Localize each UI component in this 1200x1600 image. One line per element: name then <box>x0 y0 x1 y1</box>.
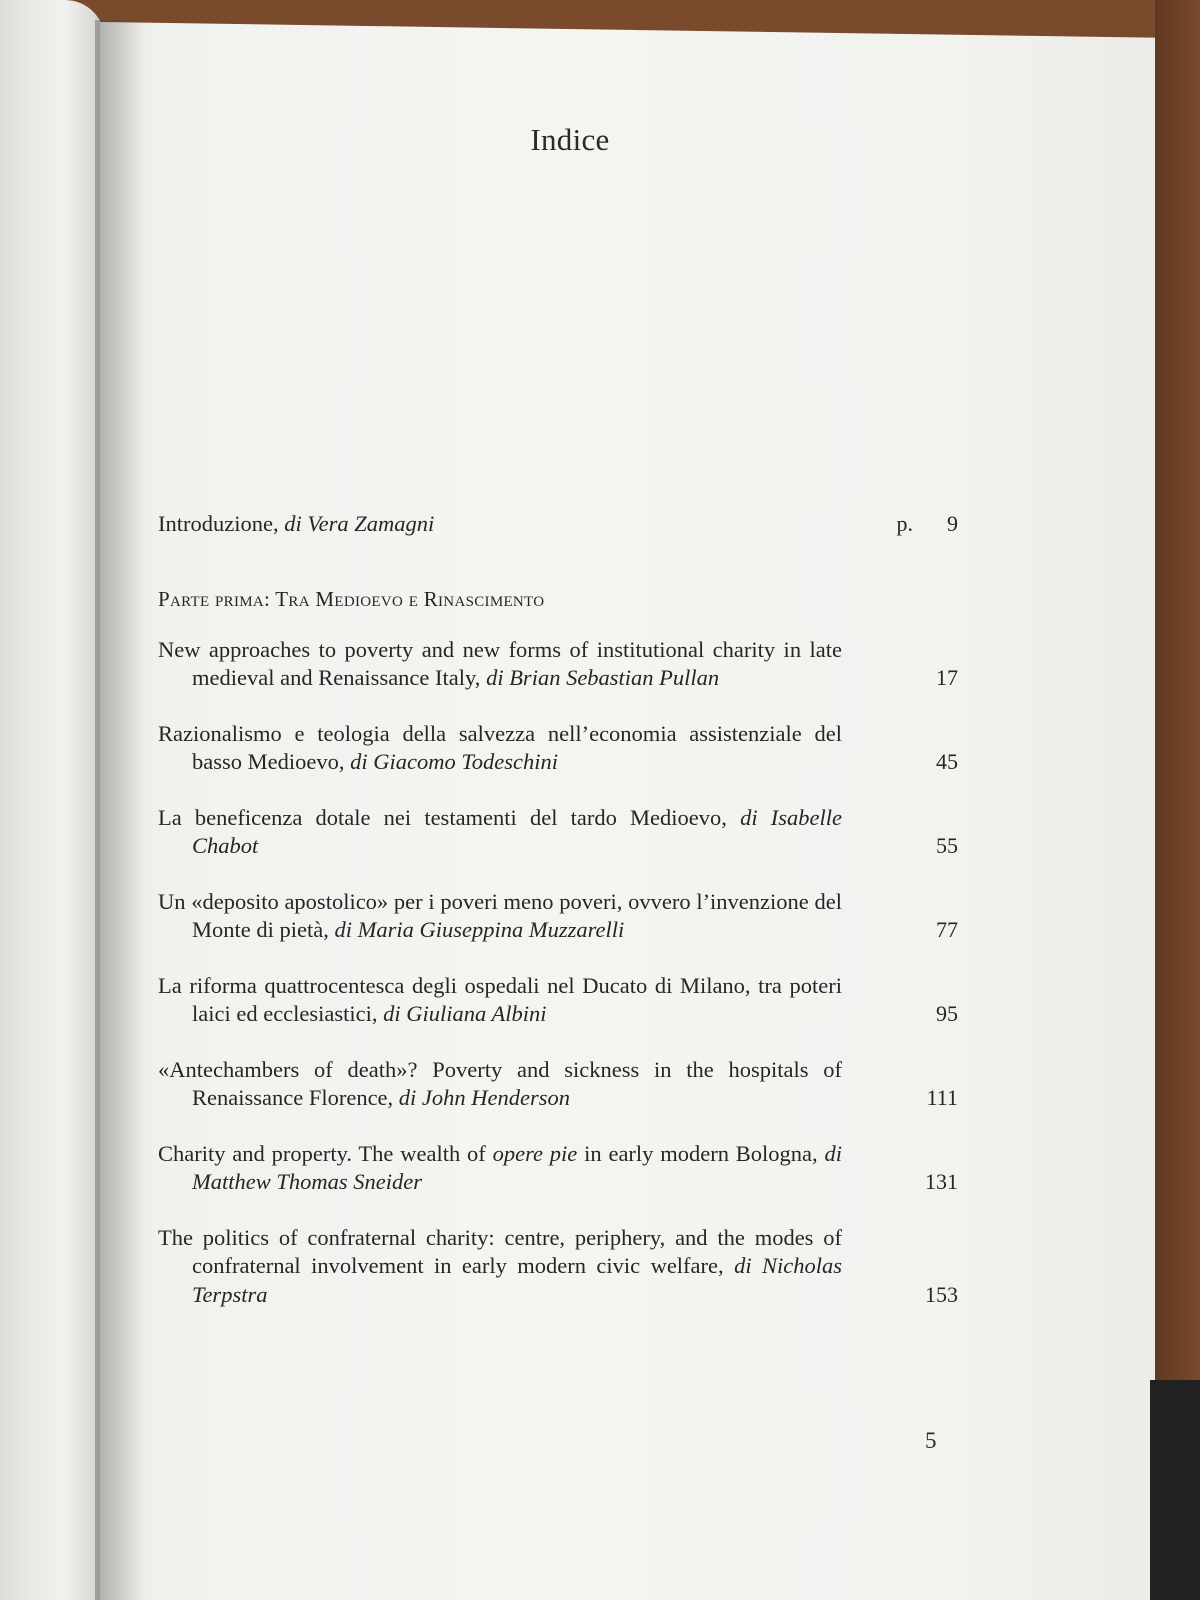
toc-entry-title-italic: opere pie <box>492 1140 578 1166</box>
toc-entry-title: The politics of confraternal charity: centre, periphery, and the modes of confraternal involvement in early modern civic welfare, <box>158 1224 842 1278</box>
toc-entry[interactable] <box>158 636 958 693</box>
toc-entry-author: di Isabelle Chabot <box>192 804 842 858</box>
toc-entry-title: Un «deposito apostolico» per i poveri meno poveri, ovvero l’invenzione del Monte di pietà, <box>158 888 842 942</box>
toc-entry[interactable] <box>158 720 958 777</box>
toc-entry[interactable] <box>158 804 958 861</box>
toc-entry[interactable] <box>158 888 958 945</box>
toc-entry-title: La beneficenza dotale nei testamenti del tardo Medioevo, <box>158 804 741 830</box>
toc-entry-author: di Giacomo Todeschini <box>350 749 559 774</box>
gutter-shadow <box>95 20 145 1600</box>
toc-entry-page: 45 <box>936 749 958 774</box>
toc-entry-title: Charity and property. The wealth of <box>158 1140 493 1166</box>
toc-entry-author: di Maria Giuseppina Muzzarelli <box>334 917 625 942</box>
left-page-edge <box>0 0 105 1600</box>
toc-entry-author: di Nicholas Terpstra <box>192 1253 842 1307</box>
dark-corner <box>1150 1380 1200 1600</box>
toc-entry-author: di Brian Sebastian Pullan <box>486 665 720 690</box>
toc-entry-page: 55 <box>936 833 958 858</box>
toc-entry-text <box>158 1224 842 1310</box>
toc-entry-author: di Vera Zamagni <box>284 511 435 536</box>
toc-entry-title: Razionalismo e teologia della salvezza nell’economia assistenziale del basso Medioevo, <box>158 720 842 774</box>
toc-entry-author: di John Henderson <box>398 1085 571 1110</box>
toc-entry-title-after: in early modern Bologna, <box>577 1140 825 1166</box>
toc-entry-text <box>158 972 842 1029</box>
toc-entry[interactable] <box>158 972 958 1029</box>
toc-entry-text <box>158 720 842 777</box>
toc-entry-text <box>158 1056 842 1113</box>
toc-entry-page: 95 <box>936 1001 958 1026</box>
part-heading: Parte prima: Tra Medioevo e Rinascimento <box>158 586 545 611</box>
toc-entry-page: 153 <box>925 1281 958 1307</box>
toc-entry-title: «Antechambers of death»? Poverty and sickness in the hospitals of Renaissance Florence, <box>158 1056 842 1110</box>
toc-entry-intro[interactable] <box>158 510 958 539</box>
toc-entry-text <box>158 636 842 693</box>
toc-entry-author: di Giuliana Albini <box>383 1001 547 1026</box>
page-number-folio: 5 <box>925 1428 937 1453</box>
toc-entry-page: 17 <box>936 665 958 690</box>
page-number: 9 <box>947 511 958 536</box>
toc-entry-page: 111 <box>926 1085 958 1110</box>
toc-entry-text <box>158 1140 842 1197</box>
show-through-text <box>250 172 649 240</box>
toc-entry-title: New approaches to poverty and new forms of institutional charity in late medieval and Renaissance Italy, <box>158 636 842 690</box>
table-edge <box>1155 0 1200 1600</box>
toc-entry-page: 77 <box>936 917 958 942</box>
page-prefix: p. <box>896 511 913 536</box>
toc-entry[interactable] <box>158 1224 958 1310</box>
toc-entry-title: Introduzione, <box>158 511 285 536</box>
toc-entry[interactable] <box>158 1140 958 1197</box>
page-title: Indice <box>530 122 610 157</box>
toc-entry-text <box>158 510 842 539</box>
toc-entry-text <box>158 804 842 861</box>
table-of-contents <box>158 510 958 1336</box>
toc-entry-page <box>842 510 958 539</box>
toc-entry-title: La riforma quattrocentesca degli ospedali nel Ducato di Milano, tra poteri laici ed ecclesiastici, <box>158 972 842 1026</box>
toc-entry-author: di Matthew Thomas Sneider <box>192 1140 843 1194</box>
toc-entry[interactable] <box>158 1056 958 1113</box>
toc-entry-text <box>158 888 842 945</box>
toc-entry-page: 131 <box>925 1169 958 1194</box>
